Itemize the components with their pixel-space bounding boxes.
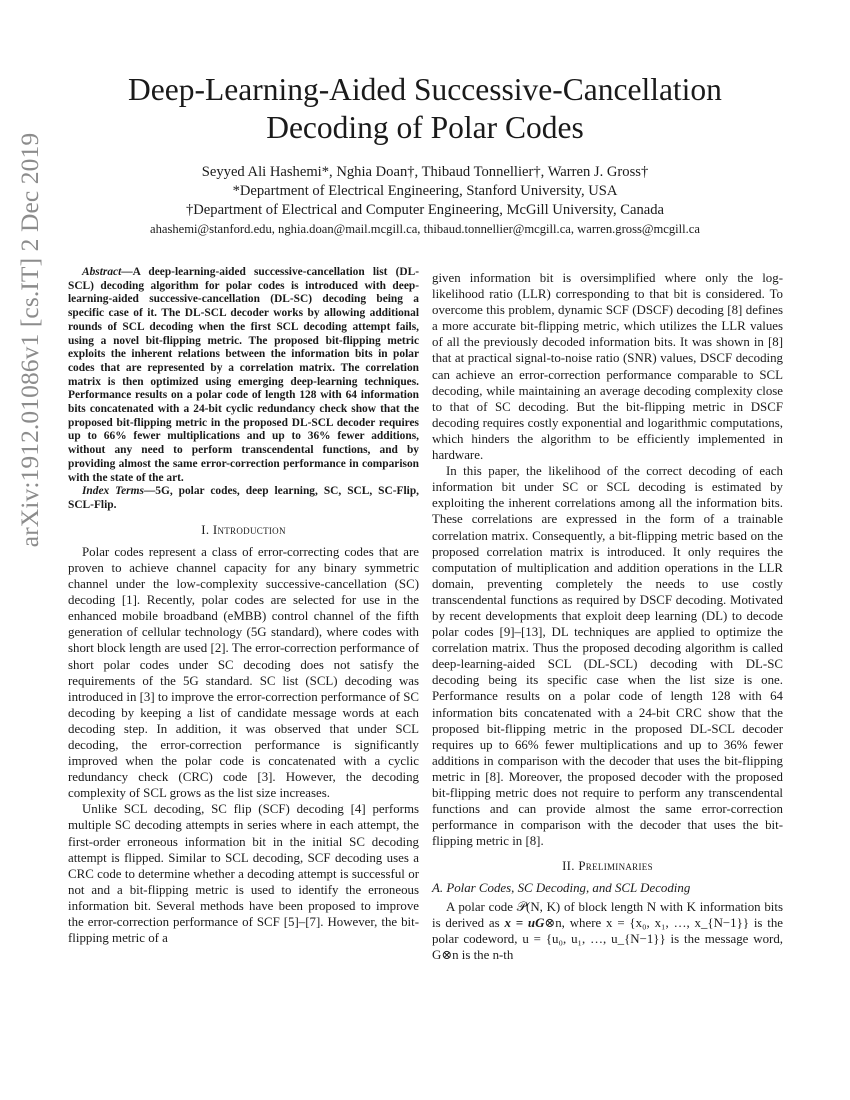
left-column (68, 266, 419, 946)
prelim-text-b: ⊗n, where (544, 915, 607, 930)
abstract-text: —A deep-learning-aided successive-cancellation list (DL-SCL) decoding algorithm for polar codes is introduced with deep-learning-aided successive-cancellation (DL-SC) decoding being a specific case of it. The DL-SCL decoder works by allowing additional rounds of SCL decoding when the first SCL decoding attempt fails, using a novel bit-flipping metric. The proposed bit-flipping metric exploits the inherent relations between the information bits in polar codes that are represented by a correlation matrix. The correlation matrix is then optimized using emerging deep-learning techniques. Performance results on a polar code of length 128 with 64 information bits concatenated with a 24-bit cyclic redundancy check show that the proposed bit-flipping metric in the proposed DL-SCL decoder requires up to 66% fewer multiplications and up to 36% fewer additions, without any need to perform transcendental functions, and by providing almost the same error-correction performance in comparison with the state of the art. (68, 266, 419, 484)
prelim-text-c: x = {x₀, x₁, …, x_{N−1}} is the polar codeword, u = {u₀, u₁, …, u_{N−1}} is the message word, G (432, 915, 784, 963)
arxiv-stamp-container (0, 20, 60, 660)
index-terms-text: —5G, polar codes, deep learning, SC, SCL, SC-Flip, SCL-Flip. (68, 485, 419, 511)
prelim-text-d: ⊗n is the n-th (441, 948, 514, 963)
index-terms-label: Index Terms (82, 485, 144, 498)
index-terms (68, 485, 419, 512)
affiliation-1: *Department of Electrical Engineering, Stanford University, USA (232, 183, 618, 199)
prelim-text-a: A polar code 𝒫(N, K) of block length N with K information bits is derived as (432, 899, 783, 930)
abstract-label: Abstract (82, 266, 122, 278)
paper-title (60, 71, 790, 147)
intro-paragraph-2: Unlike SCL decoding, SC flip (SCF) decoding [4] performs multiple SC decoding attempts in series where in each attempt, the first-order erroneous information bit in the initial SC decoding attempt is flipped. Similar to SCL decoding, SCF decoding uses a CRC code to determine whether a decoding attempt is successful or not and a bit-flipping metric is used to identify the erroneous information bit. Several methods have been proposed to improve the error-correction performance of SCF [5]–[7]. However, the bit-flipping metric of a (68, 802, 419, 946)
author-names: Seyyed Ali Hashemi*, Nghia Doan†, Thibaud Tonnellier†, Warren J. Gross† (201, 164, 649, 180)
right-column (432, 270, 783, 963)
abstract (68, 266, 419, 485)
section-heading-preliminaries: II. Preliminaries (562, 859, 653, 874)
subsection-heading-a: A. Polar Codes, SC Decoding, and SCL Decoding (432, 880, 691, 895)
title-line-2: Decoding of Polar Codes (266, 110, 584, 145)
title-line-1: Deep-Learning-Aided Successive-Cancellation (128, 72, 722, 107)
affiliation-2: †Department of Electrical and Computer Engineering, McGill University, Canada (185, 202, 665, 218)
right-paragraph-1: given information bit is oversimplified where only the log-likelihood ratio (LLR) corresponding to that bit is considered. To overcome this problem, dynamic SCF (DSCF) decoding [8] defines a more accurate bit-flipping metric, which utilizes the LLR values of all the previously decoded information bits. It was shown in [8] that at practical signal-to-noise ratio (SNR) values, DSCF decoding can achieve an error-correction performance comparable to SCL decoding, while maintaining an average decoding complexity close to that of SC decoding. But the bit-flipping metric in DSCF decoding requires costly exponential and logarithmic computations, which hinders the algorithm to be efficiently implemented in hardware. (432, 271, 783, 463)
prelim-equation-x: x = uG (504, 915, 545, 930)
right-paragraph-2: In this paper, the likelihood of the correct decoding of each information bit under SC or SCL decoding is estimated by exploiting the inherent correlations among all the information bits. These correlations are expressed in the form of a trainable correlation matrix. Consequently, a bit-flipping metric based on the proposed correlation matrix is introduced. It only requires the computation of multiplication and addition operations in the LLR domain, preventing completely the needs to use costly transcendental functions as required by DSCF decoding. Motivated by recent developments that exploit deep learning (DL) to decode polar codes [9]–[13], DL techniques are applied to optimize the correlation matrix. Thus the proposed decoding algorithm is called deep-learning-aided SCL (DL-SCL) decoding with DL-SC decoding being its specific case when the list size is one. Performance results on a polar code of length 128 with 64 information bits concatenated with a 24-bit CRC show that the proposed bit-flipping metric in the proposed DL-SCL decoder requires up to 66% fewer multiplications and up to 36% fewer additions in comparison with the decoder that uses the bit-flipping metric in [8]. Moreover, the proposed decoder with the proposed bit-flipping metric does not require to perform any transcendental functions and can provide almost the same error-correction performance in comparison with the decoder that uses the bit-flipping metric in [8]. (432, 464, 783, 849)
intro-paragraph-1: Polar codes represent a class of error-correcting codes that are proven to achieve channel capacity for any binary symmetric channel under the low-complexity successive-cancellation (SC) decoding [1]. Recently, polar codes are selected for use in the enhanced mobile broadband (eMBB) control channel of the fifth generation of cellular technology (5G standard), where codes with short block length are used [2]. The error-correction performance of short polar codes under SC decoding does not satisfy the requirements of the 5G standard. SC list (SCL) decoding was introduced in [3] to improve the error-correction performance of SC decoding by keeping a list of candidate message words at each decoding step. In addition, it was observed that under SCL decoding, the error-correction performance is significantly improved when the polar code is concatenated with a cyclic redundancy check (CRC) code [3]. However, the decoding complexity of SCL grows as the list size increases. (68, 544, 419, 801)
arxiv-stamp: arXiv:1912.01086v1 [cs.IT] 2 Dec 2019 (15, 132, 44, 548)
author-block (60, 163, 790, 239)
section-heading-introduction: I. Introduction (201, 522, 286, 537)
prelim-paragraph-1 (432, 899, 783, 963)
author-emails: ahashemi@stanford.edu, nghia.doan@mail.mcgill.ca, thibaud.tonnellier@mcgill.ca, warren.gross@mcgill.ca (150, 222, 700, 236)
